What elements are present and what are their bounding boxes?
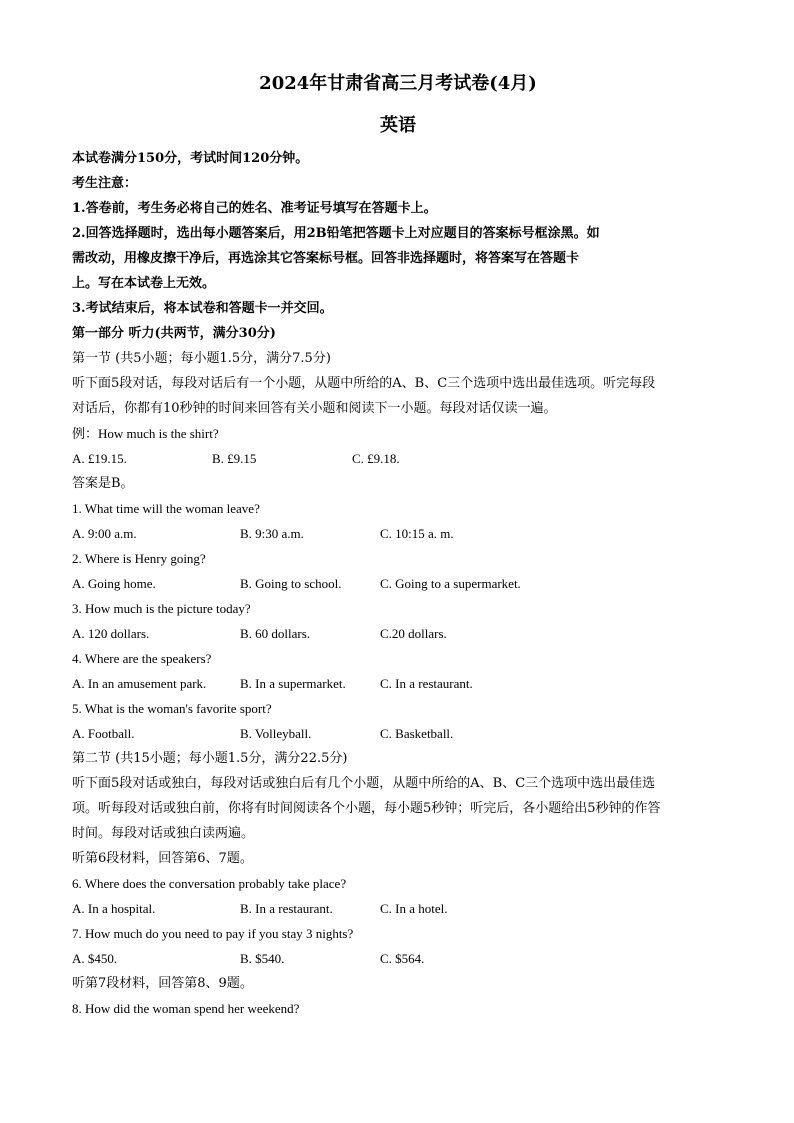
section2-instructions-line-2: 项。听每段对话或独白前，你将有时间阅读各个小题，每小题5秒钟；听完后，各小题给出5秒钟的作答 xyxy=(72,801,661,816)
question-2-option-b: B. Going to school. xyxy=(240,576,342,591)
notice-item-2-line-2: 需改动，用橡皮擦干净后，再选涂其它答案标号框。回答非选择题时，将答案写在答题卡 xyxy=(72,251,580,266)
question-8: 8. How did the woman spend her weekend? xyxy=(72,1001,300,1016)
question-6-options xyxy=(72,896,724,921)
section1-instructions-line-1: 听下面5段对话，每段对话后有一个小题，从题中所给的A、B、C三个选项中选出最佳选项。听完每段 xyxy=(72,376,656,391)
example-option-c: C. £9.18. xyxy=(352,451,400,466)
notice-item-2-line-3: 上。写在本试卷上无效。 xyxy=(72,276,216,291)
notice-item-1: 1.答卷前，考生务必将自己的姓名、准考证号填写在答题卡上。 xyxy=(72,201,437,216)
question-5-option-b: B. Volleyball. xyxy=(240,726,312,741)
section2-heading: 第二节 (共15小题；每小题1.5分，满分22.5分) xyxy=(72,751,348,766)
question-1-option-c: C. 10:15 a. m. xyxy=(380,526,454,541)
question-6-option-c: C. In a hotel. xyxy=(380,901,448,916)
example-question: 例：How much is the shirt? xyxy=(72,426,219,441)
question-3: 3. How much is the picture today? xyxy=(72,601,251,616)
question-7-option-c: C. $564. xyxy=(380,951,425,966)
part1-heading: 第一部分 听力(共两节，满分30分) xyxy=(72,326,276,341)
question-3-option-a: A. 120 dollars. xyxy=(72,626,150,641)
question-3-options xyxy=(72,621,724,646)
section1 xyxy=(72,346,724,746)
question-3-option-c: C.20 dollars. xyxy=(380,626,447,641)
question-5: 5. What is the woman's favorite sport? xyxy=(72,701,272,716)
question-7-option-b: B. $540. xyxy=(240,951,285,966)
material-7-heading: 听第7段材料，回答第8、9题。 xyxy=(72,976,253,991)
question-4-option-a: A. In an amusement park. xyxy=(72,676,207,691)
question-4-option-b: B. In a supermarket. xyxy=(240,676,346,691)
example-option-a: A. £19.15. xyxy=(72,451,127,466)
question-2-option-c: C. Going to a supermarket. xyxy=(380,576,521,591)
notice-item-2-line-1: 2.回答选择题时，选出每小题答案后，用2B铅笔把答题卡上对应题目的答案标号框涂黑。如 xyxy=(72,226,600,241)
question-7-option-a: A. $450. xyxy=(72,951,118,966)
question-7-options xyxy=(72,946,724,971)
question-4-option-c: C. In a restaurant. xyxy=(380,676,473,691)
question-3-option-b: B. 60 dollars. xyxy=(240,626,311,641)
notice-heading: 考生注意： xyxy=(72,176,138,191)
section2-instructions-line-1: 听下面5段对话或独白，每段对话或独白后有几个小题，从题中所给的A、B、C三个选项中选出最佳选 xyxy=(72,776,656,791)
subject-title: 英语 xyxy=(380,115,416,136)
question-1: 1. What time will the woman leave? xyxy=(72,501,260,516)
question-6-option-b: B. In a restaurant. xyxy=(240,901,333,916)
question-4-options xyxy=(72,671,724,696)
question-2-options xyxy=(72,571,724,596)
question-1-option-b: B. 9:30 a.m. xyxy=(240,526,304,541)
notice-item-3: 3.考试结束后，将本试卷和答题卡一并交回。 xyxy=(72,301,333,316)
question-2: 2. Where is Henry going? xyxy=(72,551,206,566)
example-option-b: B. £9.15 xyxy=(212,451,257,466)
section1-instructions-line-2: 对话后，你都有10秒钟的时间来回答有关小题和阅读下一小题。每段对话仅读一遍。 xyxy=(72,401,557,416)
material-6-heading: 听第6段材料，回答第6、7题。 xyxy=(72,851,253,866)
exam-page xyxy=(72,70,724,1021)
question-1-options xyxy=(72,521,724,546)
section2 xyxy=(72,746,724,1021)
section1-heading: 第一节 (共5小题；每小题1.5分，满分7.5分) xyxy=(72,351,331,366)
question-2-option-a: A. Going home. xyxy=(72,576,156,591)
question-6: 6. Where does the conversation probably take place? xyxy=(72,876,347,891)
example-answer: 答案是B。 xyxy=(72,476,134,491)
question-1-option-a: A. 9:00 a.m. xyxy=(72,526,137,541)
question-5-option-c: C. Basketball. xyxy=(380,726,454,741)
full-score-line: 本试卷满分150分，考试时间120分钟。 xyxy=(72,151,309,166)
exam-title: 2024年甘肃省高三月考试卷(4月) xyxy=(259,73,537,94)
question-5-option-a: A. Football. xyxy=(72,726,135,741)
question-4: 4. Where are the speakers? xyxy=(72,651,212,666)
question-7: 7. How much do you need to pay if you stay 3 nights? xyxy=(72,926,354,941)
question-5-options xyxy=(72,721,724,746)
question-6-option-a: A. In a hospital. xyxy=(72,901,156,916)
section2-instructions-line-3: 时间。每段对话或独白读两遍。 xyxy=(72,826,255,841)
notice-block xyxy=(72,146,724,321)
example-options xyxy=(72,446,724,471)
